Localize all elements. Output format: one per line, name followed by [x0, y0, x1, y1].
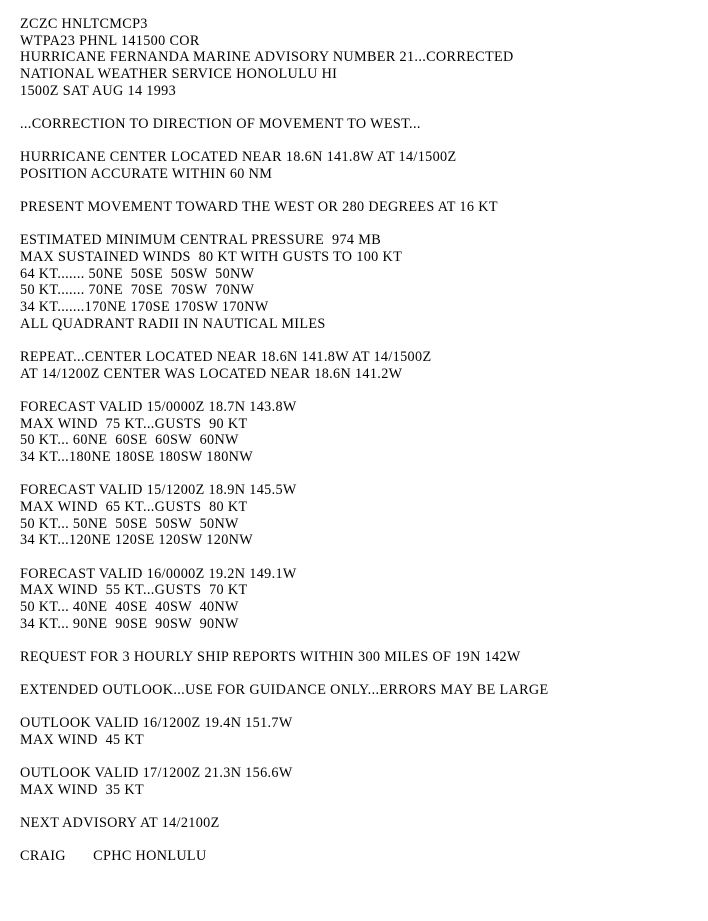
advisory-paragraph: [20, 232, 700, 332]
advisory-line: 64 KT....... 50NE 50SE 50SW 50NW: [20, 265, 255, 282]
advisory-paragraph: [20, 682, 700, 699]
advisory-line: ...CORRECTION TO DIRECTION OF MOVEMENT TO WEST...: [20, 116, 421, 133]
advisory-line: WTPA23 PHNL 141500 COR: [20, 32, 200, 49]
advisory-line: CRAIG CPHC HONLULU: [20, 848, 207, 865]
advisory-line: MAX WIND 35 KT: [20, 781, 144, 798]
advisory-line: MAX WIND 75 KT...GUSTS 90 KT: [20, 415, 248, 432]
advisory-line: FORECAST VALID 15/1200Z 18.9N 145.5W: [20, 482, 297, 499]
advisory-paragraph: [20, 349, 700, 382]
advisory-line: 34 KT.......170NE 170SE 170SW 170NW: [20, 299, 269, 316]
advisory-line: ZCZC HNLTCMCP3: [20, 16, 148, 32]
advisory-line: MAX SUSTAINED WINDS 80 KT WITH GUSTS TO 100 KT: [20, 249, 403, 266]
advisory-line: 34 KT...180NE 180SE 180SW 180NW: [20, 449, 253, 466]
advisory-line: 50 KT... 40NE 40SE 40SW 40NW: [20, 598, 239, 615]
advisory-line: ALL QUADRANT RADII IN NAUTICAL MILES: [20, 315, 326, 332]
advisory-paragraph: [20, 482, 700, 549]
advisory-paragraph: [20, 399, 700, 466]
advisory-line: 50 KT... 50NE 50SE 50SW 50NW: [20, 515, 239, 532]
advisory-line: REPEAT...CENTER LOCATED NEAR 18.6N 141.8W AT 14/1500Z: [20, 349, 432, 366]
advisory-line: FORECAST VALID 15/0000Z 18.7N 143.8W: [20, 398, 297, 415]
advisory-paragraph: [20, 566, 700, 633]
advisory-line: PRESENT MOVEMENT TOWARD THE WEST OR 280 DEGREES AT 16 KT: [20, 199, 498, 216]
advisory-paragraph: [20, 765, 700, 798]
advisory-line: NATIONAL WEATHER SERVICE HONOLULU HI: [20, 66, 338, 83]
advisory-paragraph: [20, 16, 700, 100]
advisory-line: MAX WIND 45 KT: [20, 732, 144, 748]
advisory-paragraph: [20, 715, 700, 748]
advisory-line: 1500Z SAT AUG 14 1993: [20, 82, 177, 99]
advisory-line: FORECAST VALID 16/0000Z 19.2N 149.1W: [20, 565, 297, 582]
advisory-paragraph: [20, 649, 700, 666]
advisory-line: ESTIMATED MINIMUM CENTRAL PRESSURE 974 MB: [20, 232, 382, 249]
advisory-paragraph: [20, 848, 700, 865]
advisory-line: EXTENDED OUTLOOK...USE FOR GUIDANCE ONLY...ERRORS MAY BE LARGE: [20, 682, 549, 699]
advisory-line: 50 KT... 60NE 60SE 60SW 60NW: [20, 432, 239, 449]
advisory-paragraph: [20, 116, 700, 133]
advisory-line: 34 KT...120NE 120SE 120SW 120NW: [20, 532, 253, 549]
advisory-line: AT 14/1200Z CENTER WAS LOCATED NEAR 18.6N 141.2W: [20, 365, 403, 382]
advisory-paragraph: [20, 149, 700, 182]
advisory-line: OUTLOOK VALID 17/1200Z 21.3N 156.6W: [20, 765, 293, 782]
advisory-line: MAX WIND 65 KT...GUSTS 80 KT: [20, 498, 248, 515]
advisory-line: 34 KT... 90NE 90SE 90SW 90NW: [20, 615, 239, 632]
advisory-line: MAX WIND 55 KT...GUSTS 70 KT: [20, 582, 248, 599]
advisory-paragraph: [20, 199, 700, 216]
advisory-paragraph: [20, 815, 700, 832]
advisory-document: [20, 16, 700, 882]
advisory-line: NEXT ADVISORY AT 14/2100Z: [20, 815, 220, 832]
advisory-line: HURRICANE CENTER LOCATED NEAR 18.6N 141.8W AT 14/1500Z: [20, 149, 457, 166]
advisory-line: OUTLOOK VALID 16/1200Z 19.4N 151.7W: [20, 715, 293, 732]
advisory-line: REQUEST FOR 3 HOURLY SHIP REPORTS WITHIN 300 MILES OF 19N 142W: [20, 648, 521, 665]
advisory-line: POSITION ACCURATE WITHIN 60 NM: [20, 165, 273, 182]
advisory-line: HURRICANE FERNANDA MARINE ADVISORY NUMBER 21...CORRECTED: [20, 49, 514, 66]
advisory-line: 50 KT....... 70NE 70SE 70SW 70NW: [20, 282, 255, 299]
